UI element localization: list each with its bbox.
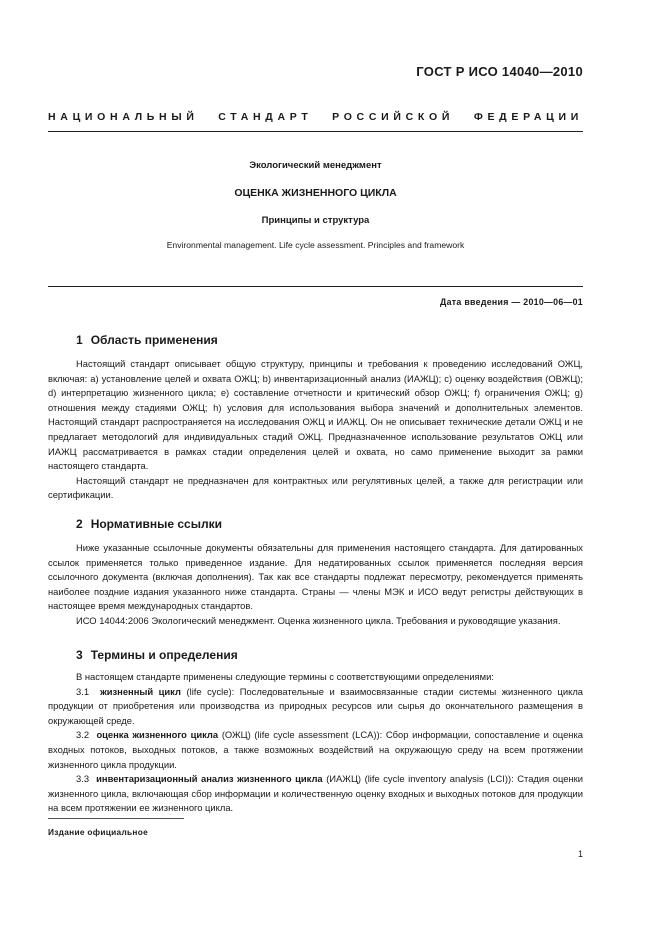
term-name: жизненный цикл: [100, 685, 181, 697]
page-number: 1: [577, 849, 583, 859]
section-body-terms: [48, 670, 583, 816]
term-text: (ИАЖЦ) (life cycle inventory analysis (LCI)): Стадия оценки жизненного цикла, включающая сбор информации и количественную оценку входных и выходных потоков для продукции на всем протяжении ее жизненного цикла.: [48, 773, 583, 814]
term-definition: [48, 685, 583, 729]
term-name: инвентаризационный анализ жизненного цикла: [96, 773, 323, 785]
section-body-normative-references: [48, 541, 583, 629]
section-number: 3: [76, 648, 83, 662]
section-title: Термины и определения: [90, 648, 238, 662]
paragraph: Ниже указанные ссылочные документы обязательны для применения настоящего стандарта. Для датированных ссылок применяется только приведенное издание. Для недатированных ссылок применяется последняя версия ссылочного документа (включая дополнения). Так как все стандарты подлежат пересмотру, рекомендуется применять наиболее поздние издания указанного ниже стандарта. Страны — члены МЭК и ИСО ведут регистры действующих в настоящее время международных стандартов.: [48, 542, 583, 612]
section-body-scope: [48, 357, 583, 503]
term-text: (life cycle): Последовательные и взаимосвязанные стадии системы жизненного цикла продукции от приобретения или производства из природных ресурсов или сырья до окончательного размещения в окружающей среде.: [48, 685, 583, 726]
section-heading-normative-references: [76, 517, 222, 531]
section-number: 1: [76, 333, 83, 347]
term-definition: [48, 728, 583, 772]
main-title: ОЦЕНКА ЖИЗНЕННОГО ЦИКЛА: [234, 187, 397, 199]
title-divider: [48, 286, 583, 287]
english-title: Environmental management. Life cycle assessment. Principles and framework: [166, 240, 465, 250]
sub-title: Принципы и структура: [261, 215, 370, 226]
subject-title: Экологический менеджмент: [249, 160, 382, 171]
term-definition: [48, 772, 583, 816]
document-code: ГОСТ Р ИСО 14040—2010: [416, 64, 583, 79]
paragraph: В настоящем стандарте применены следующие термины с соответствующими определениями:: [76, 671, 494, 682]
header-divider: [48, 131, 583, 132]
edition-label: Издание официальное: [48, 827, 149, 837]
term-number: 3.1: [76, 685, 90, 697]
section-heading-terms: [76, 648, 238, 662]
term-name: оценка жизненного цикла: [96, 729, 219, 741]
paragraph: Настоящий стандарт описывает общую структуру, принципы и требования к проведению исследований ОЖЦ, включая: а) установление целей и охвата ОЖЦ; b) инвентаризационный анализ (ИАЖЦ); с) оценку воздействия (ОВЖЦ); d) интерпретацию жизненного цикла; е) составление отчетности и критический обзор ОЖЦ; f) ограничения ОЖЦ; g) отношения между стадиями ОЖЦ; h) условия для использования выбора значений и дополнительных элементов. Настоящий стандарт распространяется на исследования ОЖЦ и ИАЖЦ. Он не описывает технические детали ОЖЦ и не предлагает методологий для индивидуальных стадий ОЖЦ. Предназначенное использование результатов ОЖЦ или ИАЖЦ рассматривается в рамках стадии определения целей и охвата, но само применение выходит за рамки настоящего стандарта.: [48, 358, 583, 472]
introduction-date: Дата введения — 2010—06—01: [440, 297, 583, 307]
section-heading-scope: [76, 333, 218, 347]
section-title: Область применения: [90, 333, 218, 347]
term-number: 3.3: [76, 773, 90, 785]
footer-divider: [48, 818, 184, 819]
term-number: 3.2: [76, 729, 90, 741]
term-text: (ОЖЦ) (life cycle assessment (LCA)): Сбор информации, сопоставление и оценка входных потоков, выходных потоков, а также возможных воздействий на окружающую среду на всем протяжении жизненного цикла продукции.: [48, 729, 583, 770]
section-title: Нормативные ссылки: [90, 517, 222, 531]
national-standard-banner: НАЦИОНАЛЬНЫЙ СТАНДАРТ РОССИЙСКОЙ ФЕДЕРАЦИИ: [48, 111, 583, 123]
paragraph: Настоящий стандарт не предназначен для контрактных или регулятивных целей, а также для регистрации или сертификации.: [48, 474, 583, 501]
paragraph: ИСО 14044:2006 Экологический менеджмент. Оценка жизненного цикла. Требования и руководящие указания.: [76, 614, 561, 626]
section-number: 2: [76, 517, 83, 531]
